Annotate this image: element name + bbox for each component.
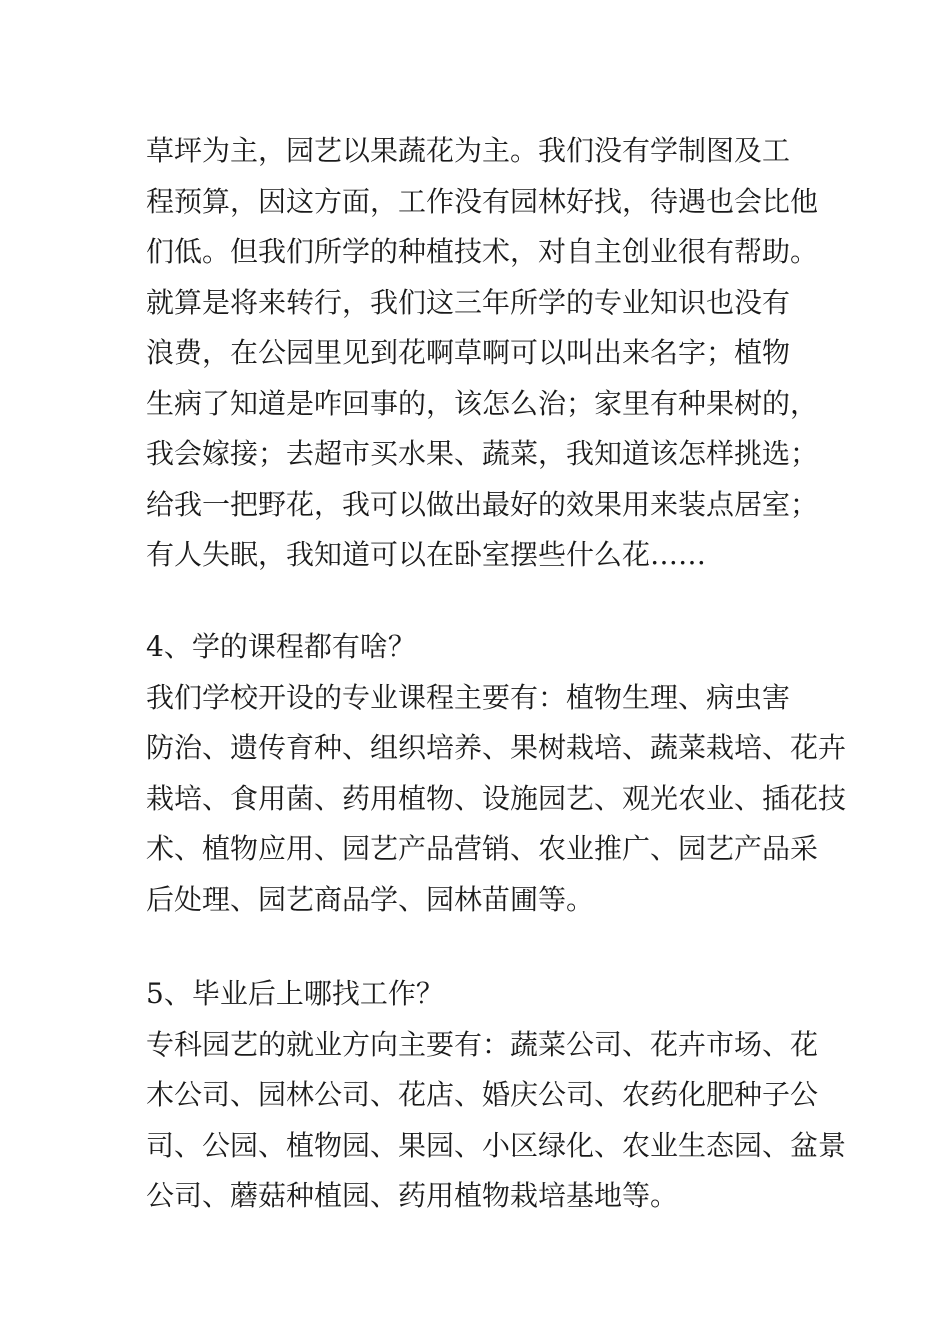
- text-line: 程预算，因这方面，工作没有园林好找，待遇也会比他: [146, 184, 819, 218]
- text-line: 们低。但我们所学的种植技术，对自主创业很有帮助。: [146, 235, 819, 268]
- text-line: 草坪为主，园艺以果蔬花为主。我们没有学制图及工: [146, 134, 791, 167]
- text-line: 防治、遗传育种、组织培养、果树栽培、蔬菜栽培、花卉: [146, 731, 847, 764]
- text-line: 专科园艺的就业方向主要有：蔬菜公司、花卉市场、花: [146, 1027, 819, 1061]
- section-heading: 4、学的课程都有啥？: [146, 630, 416, 663]
- text-line: 我会嫁接；去超市买水果、蔬菜，我知道该怎样挑选；: [146, 437, 819, 470]
- section-heading: 5、毕业后上哪找工作？: [146, 977, 444, 1010]
- text-line: 我们学校开设的专业课程主要有：植物生理、病虫害: [146, 680, 791, 714]
- text-line: 给我一把野花，我可以做出最好的效果用来装点居室；: [146, 487, 819, 521]
- text-line: 司、公园、植物园、果园、小区绿化、农业生态园、盆景: [146, 1128, 847, 1162]
- section-courses: [146, 622, 847, 925]
- text-line: 术、植物应用、园艺产品营销、农业推广、园艺产品采: [146, 832, 819, 865]
- text-line: 生病了知道是咋回事的，该怎么治；家里有种果树的，: [146, 386, 819, 420]
- text-line: 后处理、园艺商品学、园林苗圃等。: [146, 882, 595, 916]
- text-line: 有人失眠，我知道可以在卧室摆些什么花……: [146, 538, 707, 571]
- text-line: 木公司、园林公司、花店、婚庆公司、农药化肥种子公: [146, 1078, 819, 1111]
- text-line: 就算是将来转行，我们这三年所学的专业知识也没有: [146, 285, 791, 319]
- paragraph-benefits: [146, 126, 836, 581]
- section-jobs: [146, 969, 847, 1222]
- text-line: 栽培、食用菌、药用植物、设施园艺、观光农业、插花技: [146, 781, 847, 815]
- text-line: 浪费，在公园里见到花啊草啊可以叫出来名字；植物: [146, 336, 791, 369]
- text-line: 公司、蘑菇种植园、药用植物栽培基地等。: [146, 1179, 679, 1212]
